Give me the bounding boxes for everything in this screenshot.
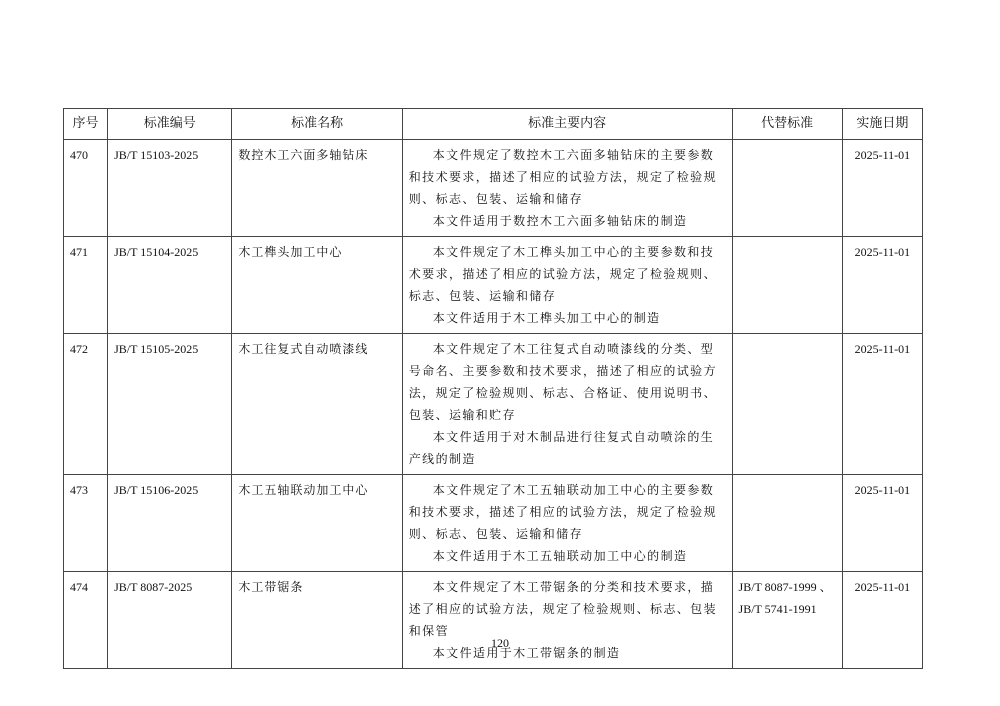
table-row: [64, 237, 923, 334]
table-row: [64, 334, 923, 475]
row-name: 数控木工六面多轴钻床: [232, 140, 402, 237]
standards-table: [63, 108, 923, 669]
row-name: 木工五轴联动加工中心: [232, 475, 402, 572]
row-name: 木工榫头加工中心: [232, 237, 402, 334]
row-date: 2025-11-01: [842, 334, 922, 475]
content-paragraph: 本文件适用于木工带锯条的制造: [432, 646, 621, 660]
header-index: 序号: [64, 109, 108, 140]
content-paragraph: 本文件适用于对木制品进行往复式自动喷涂的生产线的制造: [408, 430, 715, 466]
row-replaces: [732, 237, 842, 334]
table-row: [64, 475, 923, 572]
row-code: JB/T 15104-2025: [108, 237, 232, 334]
content-paragraph: 本文件适用于数控木工六面多轴钻床的制造: [432, 214, 688, 228]
header-replaces: 代替标准: [732, 109, 842, 140]
row-content: [402, 334, 732, 475]
content-paragraph: 本文件规定了数控木工六面多轴钻床的主要参数和技术要求，描述了相应的试验方法，规定了检验规则、标志、包装、运输和储存: [408, 148, 717, 206]
content-paragraph: 本文件规定了木工五轴联动加工中心的主要参数和技术要求，描述了相应的试验方法，规定了检验规则、标志、包装、运输和储存: [408, 483, 717, 541]
page-number: 120: [491, 636, 509, 650]
row-name: 木工往复式自动喷漆线: [232, 334, 402, 475]
row-name: 木工带锯条: [232, 572, 402, 669]
row-index: 473: [64, 475, 108, 572]
row-date: 2025-11-01: [842, 475, 922, 572]
row-code: JB/T 15106-2025: [108, 475, 232, 572]
content-paragraph: 本文件规定了木工往复式自动喷漆线的分类、型号命名、主要参数和技术要求，描述了相应的试验方法，规定了检验规则、标志、合格证、使用说明书、包装、运输和贮存: [408, 342, 717, 422]
header-code: 标准编号: [108, 109, 232, 140]
row-content: [402, 572, 732, 669]
row-replaces: [732, 140, 842, 237]
row-date: 2025-11-01: [842, 572, 922, 669]
row-content: [402, 140, 732, 237]
row-index: 470: [64, 140, 108, 237]
row-replaces: [732, 334, 842, 475]
row-code: JB/T 15103-2025: [108, 140, 232, 237]
content-paragraph: 本文件适用于木工榫头加工中心的制造: [432, 311, 661, 325]
row-date: 2025-11-01: [842, 237, 922, 334]
row-content: [402, 237, 732, 334]
table-row: [64, 572, 923, 669]
content-paragraph: 本文件规定了木工带锯条的分类和技术要求，描述了相应的试验方法，规定了检验规则、标志、包装和保管: [408, 580, 717, 638]
row-replaces: JB/T 8087-1999 、 JB/T 5741-1991: [732, 572, 842, 669]
row-date: 2025-11-01: [842, 140, 922, 237]
row-code: JB/T 8087-2025: [108, 572, 232, 669]
row-content: [402, 475, 732, 572]
table-row: [64, 140, 923, 237]
row-index: 474: [64, 572, 108, 669]
row-code: JB/T 15105-2025: [108, 334, 232, 475]
row-replaces: [732, 475, 842, 572]
header-date: 实施日期: [842, 109, 922, 140]
header-content: 标准主要内容: [402, 109, 732, 140]
table-header-row: [64, 109, 923, 140]
content-paragraph: 本文件适用于木工五轴联动加工中心的制造: [432, 549, 688, 563]
row-index: 471: [64, 237, 108, 334]
content-paragraph: 本文件规定了木工榫头加工中心的主要参数和技术要求，描述了相应的试验方法，规定了检验规则、标志、包装、运输和储存: [408, 245, 717, 303]
row-index: 472: [64, 334, 108, 475]
header-name: 标准名称: [232, 109, 402, 140]
